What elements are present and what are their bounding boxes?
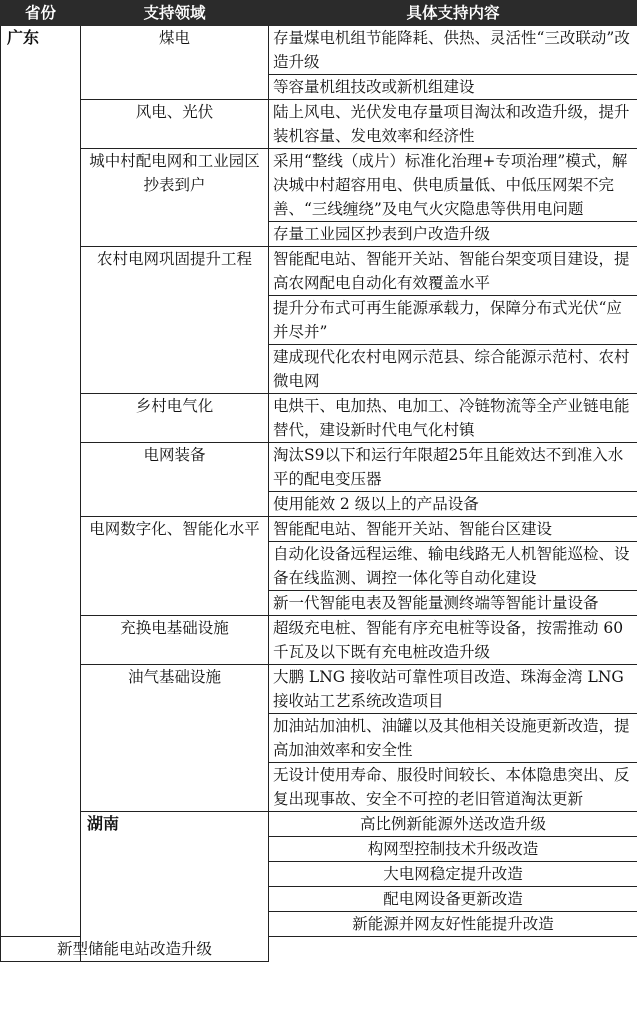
table-row [1, 616, 637, 665]
content-cell: 等容量机组技改或新机组建设 [269, 75, 637, 100]
content-cell: 配电网设备更新改造 [269, 887, 637, 912]
table-row [1, 26, 637, 75]
content-cell: 大电网稳定提升改造 [269, 862, 637, 887]
area-grid-digital: 电网数字化、智能化水平 [81, 517, 269, 616]
table-row [1, 149, 637, 222]
content-cell: 无设计使用寿命、服役时间较长、本体隐患突出、反复出现事故、安全不可控的老旧管道淘汰更新 [269, 763, 637, 812]
content-cell: 使用能效 2 级以上的产品设备 [269, 492, 637, 517]
content-cell: 存量煤电机组节能降耗、供热、灵活性“三改联动”改造升级 [269, 26, 637, 75]
area-oil-gas: 油气基础设施 [81, 665, 269, 812]
content-cell: 提升分布式可再生能源承载力，保障分布式光伏“应并尽并” [269, 296, 637, 345]
table-row [1, 812, 637, 837]
province-hunan: 湖南 [81, 812, 269, 962]
content-cell: 存量工业园区抄表到户改造升级 [269, 222, 637, 247]
content-cell: 新型储能电站改造升级 [1, 937, 269, 962]
content-cell: 淘汰S9以下和运行年限超25年且能效达不到准入水平的配电变压器 [269, 443, 637, 492]
content-cell: 智能配电站、智能开关站、智能台架变项目建设，提高农网配电自动化有效覆盖水平 [269, 247, 637, 296]
table-row [1, 517, 637, 542]
content-cell: 加油站加油机、油罐以及其他相关设施更新改造，提高加油效率和安全性 [269, 714, 637, 763]
content-cell: 陆上风电、光伏发电存量项目淘汰和改造升级，提升装机容量、发电效率和经济性 [269, 100, 637, 149]
content-cell: 大鹏 LNG 接收站可靠性项目改造、珠海金湾 LNG 接收站工艺系统改造项目 [269, 665, 637, 714]
province-guangdong: 广东 [1, 26, 81, 937]
content-cell: 采用“整线（成片）标准化治理+专项治理”模式，解决城中村超容用电、供电质量低、中低压网架不完善、“三线缠绕”及电气火灾隐患等供用电问题 [269, 149, 637, 222]
table-row [1, 443, 637, 492]
content-cell: 超级充电桩、智能有序充电桩等设备，按需推动 60 千瓦及以下既有充电桩改造升级 [269, 616, 637, 665]
area-coal-power: 煤电 [81, 26, 269, 100]
content-cell: 高比例新能源外送改造升级 [269, 812, 637, 837]
content-cell: 自动化设备远程运维、输电线路无人机智能巡检、设备在线监测、调控一体化等自动化建设 [269, 542, 637, 591]
table-row [1, 937, 637, 962]
content-cell: 新一代智能电表及智能量测终端等智能计量设备 [269, 591, 637, 616]
content-cell: 电烘干、电加热、电加工、冷链物流等全产业链电能替代，建设新时代电气化村镇 [269, 394, 637, 443]
content-cell: 新能源并网友好性能提升改造 [269, 912, 637, 937]
area-charging: 充换电基础设施 [81, 616, 269, 665]
header-province: 省份 [1, 1, 81, 26]
area-rural-grid: 农村电网巩固提升工程 [81, 247, 269, 394]
table-row [1, 247, 637, 296]
area-urban-village-grid: 城中村配电网和工业园区抄表到户 [81, 149, 269, 247]
area-rural-electrification: 乡村电气化 [81, 394, 269, 443]
content-cell: 建成现代化农村电网示范县、综合能源示范村、农村微电网 [269, 345, 637, 394]
area-grid-equipment: 电网装备 [81, 443, 269, 517]
content-cell: 构网型控制技术升级改造 [269, 837, 637, 862]
table-header-row [1, 1, 637, 26]
table-row [1, 100, 637, 149]
header-content: 具体支持内容 [269, 1, 637, 26]
table-row [1, 665, 637, 714]
content-cell: 智能配电站、智能开关站、智能台区建设 [269, 517, 637, 542]
header-area: 支持领域 [81, 1, 269, 26]
area-wind-solar: 风电、光伏 [81, 100, 269, 149]
table-row [1, 394, 637, 443]
